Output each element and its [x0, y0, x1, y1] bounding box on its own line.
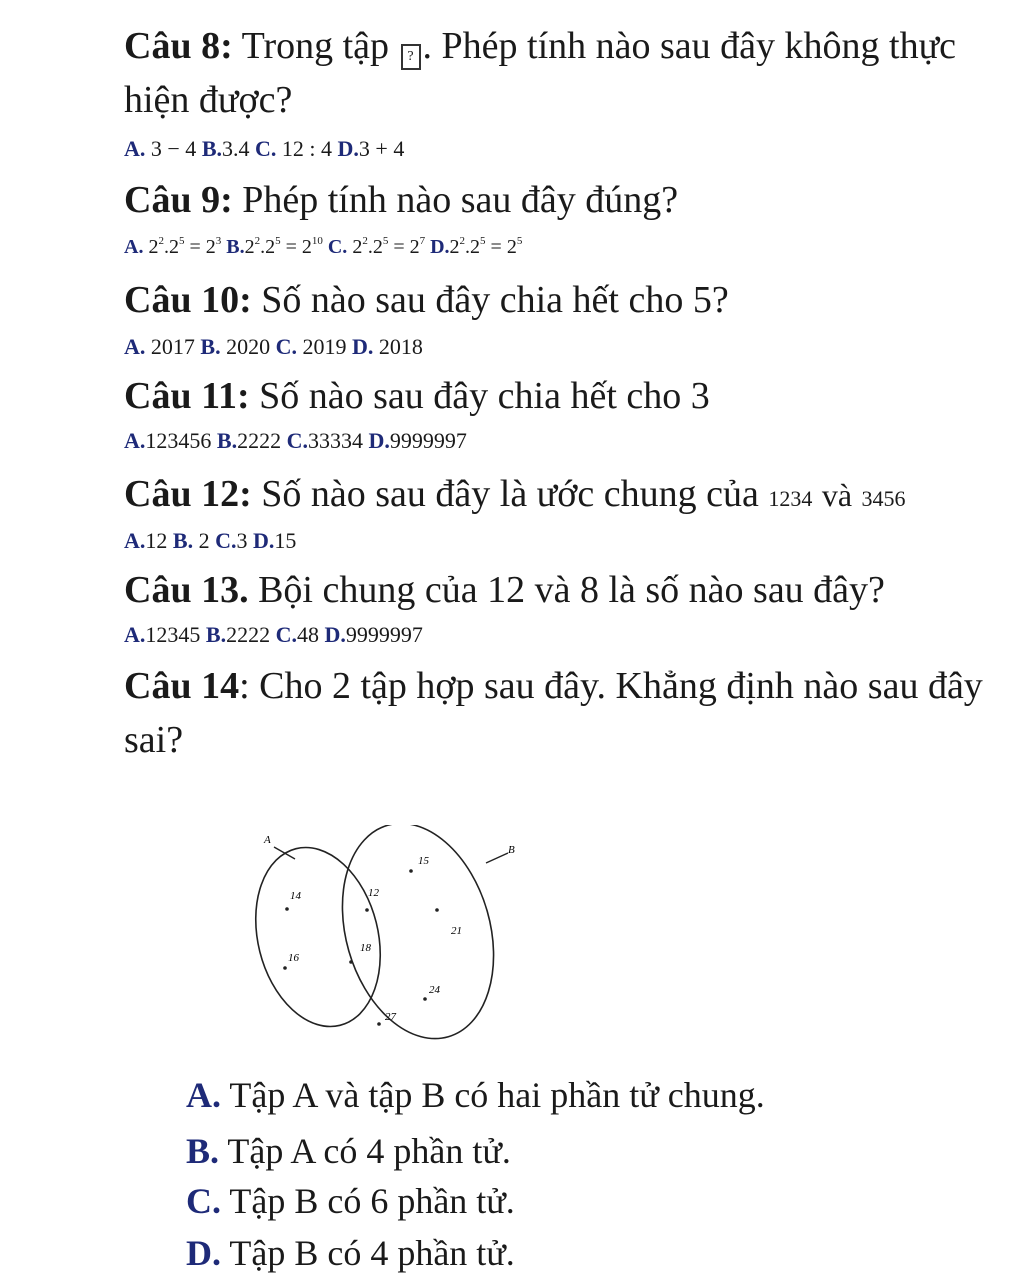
q10-label: Câu 10: [124, 279, 252, 321]
q10-option-d[interactable]: 2018 [378, 334, 423, 359]
q14-answer-c-label: C. [186, 1181, 221, 1221]
venn-diagram [250, 825, 540, 1050]
q12-question [124, 470, 906, 519]
q10-option-a-label: A. [124, 334, 146, 359]
venn-element-12: 12 [368, 887, 379, 899]
q8-option-b[interactable]: 3.4 [222, 136, 250, 161]
q14-answer-b-text: Tập A có 4 phần tử. [227, 1131, 511, 1171]
q8-set-symbol: ? [401, 44, 421, 70]
venn-element-18: 18 [360, 942, 371, 954]
q8-question [124, 22, 956, 71]
q8-option-a[interactable]: 3 − 4 [150, 136, 197, 161]
q14-answer-d[interactable] [186, 1232, 515, 1274]
venn-dot [377, 1022, 381, 1026]
q11-option-b[interactable]: 2222 [237, 428, 282, 453]
q14-answer-a[interactable] [186, 1074, 765, 1116]
q14-question [124, 662, 983, 711]
venn-dot [349, 960, 353, 964]
q12-options [124, 528, 296, 554]
q11-option-a-label: A. [124, 428, 146, 453]
q12-conjunction: và [821, 477, 853, 513]
q9-option-b-label: B. [226, 236, 245, 258]
q13-option-a-label: A. [124, 622, 146, 647]
q9-option-d[interactable]: $2^2.2^5 = 2^5$ [449, 235, 523, 258]
q12-text: Số nào sau đây là ước chung của [261, 473, 759, 515]
q9-option-c-label: C. [327, 236, 348, 258]
q10-question [124, 276, 729, 325]
q14-text: : Cho 2 tập hợp sau đây. Khẳng định nào sau đây [239, 665, 983, 707]
q12-label: Câu 12: [124, 473, 252, 515]
q9-option-c[interactable]: $2^2.2^5 = 2^7$ [352, 235, 426, 258]
q11-option-b-label: B. [216, 428, 238, 453]
venn-element-16: 16 [288, 952, 299, 964]
q14-question-line2: sai? [124, 719, 184, 761]
q9-label: Câu 9: [124, 179, 233, 221]
q14-answer-b[interactable] [186, 1130, 511, 1172]
q8-option-d-label: D. [337, 136, 359, 161]
q12-option-c[interactable]: 3 [236, 528, 248, 553]
venn-element-21: 21 [451, 925, 462, 937]
q12-number-1: 1234 [768, 486, 813, 511]
q14-label: Câu 14 [124, 665, 240, 707]
venn-dot [285, 907, 289, 911]
venn-set-a-pointer [274, 847, 295, 859]
venn-dot [435, 908, 439, 912]
venn-element-24: 24 [429, 984, 440, 996]
q9-text: Phép tính nào sau đây đúng? [242, 179, 679, 221]
q8-options [124, 136, 404, 162]
q10-option-d-label: D. [351, 334, 374, 359]
q14-answer-a-label: A. [186, 1075, 221, 1115]
q8-option-a-label: A. [124, 136, 146, 161]
q12-option-c-label: C. [215, 528, 237, 553]
q13-options [124, 622, 423, 648]
q14-answer-d-label: D. [186, 1233, 221, 1273]
q10-text: Số nào sau đây chia hết cho 5? [261, 279, 729, 321]
q13-text: Bội chung của 12 và 8 là số nào sau đây? [258, 569, 885, 611]
q12-option-b-label: B. [172, 528, 194, 553]
venn-element-15: 15 [418, 855, 429, 867]
q14-answer-c-text: Tập B có 6 phần tử. [229, 1181, 515, 1221]
venn-dot [283, 966, 287, 970]
q11-label: Câu 11: [124, 375, 250, 417]
venn-set-a-ellipse [250, 834, 398, 1040]
q13-option-b[interactable]: 2222 [226, 622, 271, 647]
q9-option-a-label: A. [124, 236, 144, 258]
q14-answer-b-label: B. [186, 1131, 220, 1171]
q9-option-d-label: D. [430, 236, 450, 258]
q9-options [124, 236, 522, 259]
q10-option-c-label: C. [275, 334, 297, 359]
q8-option-d[interactable]: 3 + 4 [358, 136, 405, 161]
q11-text: Số nào sau đây chia hết cho 3 [259, 375, 710, 417]
venn-label-a: A [264, 834, 271, 846]
q9-question [124, 176, 678, 225]
venn-dot [423, 997, 427, 1001]
q12-option-a-label: A. [124, 528, 146, 553]
q12-option-a[interactable]: 12 [145, 528, 168, 553]
q8-option-c-label: C. [255, 136, 277, 161]
q12-option-b[interactable]: 2 [198, 528, 210, 553]
q10-option-b-label: B. [200, 334, 221, 359]
q12-number-2: 3456 [861, 486, 906, 511]
q12-option-d[interactable]: 15 [274, 528, 297, 553]
q13-label: Câu 13. [124, 569, 249, 611]
q8-text-post: . Phép tính nào sau đây không thực [422, 25, 957, 67]
q13-question [124, 566, 885, 615]
q14-answer-a-text: Tập A và tập B có hai phần tử chung. [229, 1075, 765, 1115]
q8-option-b-label: B. [201, 136, 222, 161]
q13-option-c[interactable]: 48 [296, 622, 319, 647]
q8-question-line2: hiện được? [124, 79, 293, 121]
q8-text-pre: Trong tập [241, 25, 390, 67]
q10-option-c[interactable]: 2019 [302, 334, 347, 359]
q10-options [124, 334, 423, 360]
q11-option-d-label: D. [368, 428, 390, 453]
venn-dot [409, 869, 413, 873]
venn-dot [365, 908, 369, 912]
q10-option-a[interactable]: 2017 [150, 334, 195, 359]
q11-option-d[interactable]: 9999997 [389, 428, 467, 453]
q14-answer-c[interactable] [186, 1180, 515, 1222]
q11-option-c[interactable]: 33334 [307, 428, 363, 453]
venn-element-27: 27 [385, 1011, 396, 1023]
venn-element-14: 14 [290, 890, 301, 902]
q8-option-c[interactable]: 12 : 4 [281, 136, 333, 161]
q10-option-b[interactable]: 2020 [226, 334, 271, 359]
q12-option-d-label: D. [252, 528, 275, 553]
q13-option-d[interactable]: 9999997 [345, 622, 423, 647]
q13-option-d-label: D. [324, 622, 346, 647]
q11-question [124, 372, 710, 421]
q14-answer-d-text: Tập B có 4 phần tử. [229, 1233, 515, 1273]
q11-option-c-label: C. [286, 428, 308, 453]
q11-options [124, 428, 467, 454]
q11-option-a[interactable]: 123456 [145, 428, 212, 453]
q13-option-c-label: C. [275, 622, 297, 647]
q9-option-a[interactable]: $2^2.2^5 = 2^3$ [148, 235, 222, 258]
q13-option-b-label: B. [205, 622, 227, 647]
q13-option-a[interactable]: 12345 [145, 622, 201, 647]
venn-set-b-pointer [486, 853, 508, 863]
q9-option-b[interactable]: $2^2.2^5 = 2^{10}$ [244, 235, 323, 258]
venn-label-b: B [508, 844, 515, 856]
q8-label: Câu 8: [124, 25, 233, 67]
